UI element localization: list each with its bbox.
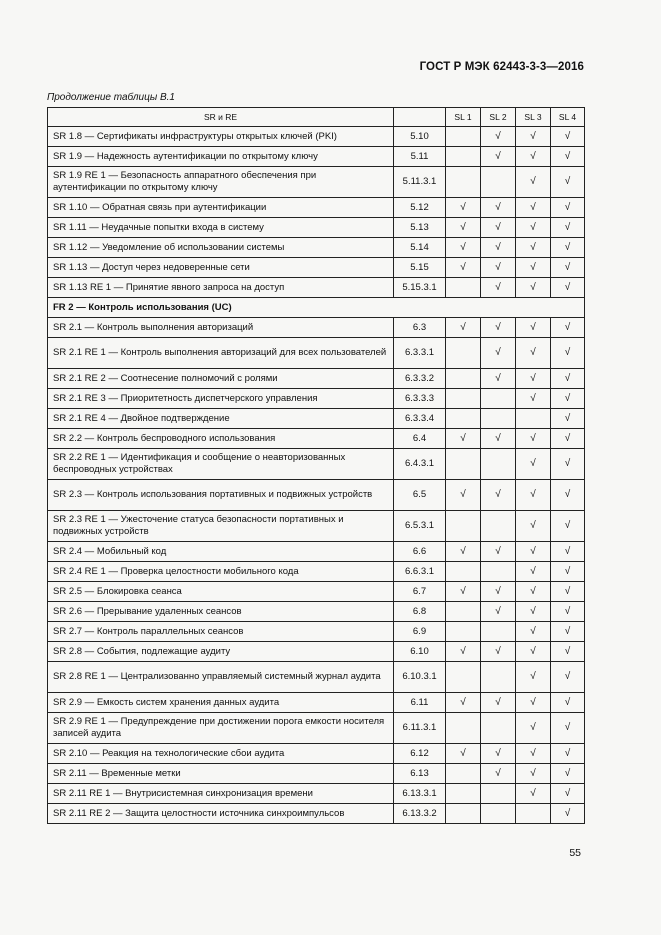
sl2-checkmark: √ bbox=[481, 744, 516, 764]
clause-number: 6.3.3.1 bbox=[394, 338, 446, 369]
requirement-name: SR 2.9 — Емкость систем хранения данных аудита bbox=[48, 693, 394, 713]
clause-number: 6.9 bbox=[394, 622, 446, 642]
sl3-checkmark: √ bbox=[516, 582, 551, 602]
clause-number: 6.6.3.1 bbox=[394, 562, 446, 582]
column-header-sl3: SL 3 bbox=[516, 108, 551, 127]
sl2-checkmark: √ bbox=[481, 582, 516, 602]
table-row bbox=[48, 389, 585, 409]
sl4-checkmark: √ bbox=[551, 238, 585, 258]
sl1-checkmark: √ bbox=[446, 642, 481, 662]
table-row bbox=[48, 238, 585, 258]
clause-number: 6.5.3.1 bbox=[394, 511, 446, 542]
sl1-checkmark bbox=[446, 764, 481, 784]
sl4-checkmark: √ bbox=[551, 338, 585, 369]
table-row bbox=[48, 784, 585, 804]
requirement-name: SR 2.10 — Реакция на технологические сбои аудита bbox=[48, 744, 394, 764]
table-row bbox=[48, 713, 585, 744]
sl3-checkmark: √ bbox=[516, 389, 551, 409]
sl3-checkmark: √ bbox=[516, 338, 551, 369]
table-row bbox=[48, 542, 585, 562]
sl1-checkmark bbox=[446, 784, 481, 804]
requirement-name: SR 1.11 — Неудачные попытки входа в систему bbox=[48, 218, 394, 238]
clause-number: 6.5 bbox=[394, 480, 446, 511]
requirement-name: SR 2.1 — Контроль выполнения авторизаций bbox=[48, 318, 394, 338]
sl4-checkmark: √ bbox=[551, 167, 585, 198]
sl1-checkmark bbox=[446, 278, 481, 298]
clause-number: 6.3.3.2 bbox=[394, 369, 446, 389]
sl2-checkmark bbox=[481, 662, 516, 693]
sl1-checkmark bbox=[446, 511, 481, 542]
sl3-checkmark: √ bbox=[516, 693, 551, 713]
sl4-checkmark: √ bbox=[551, 744, 585, 764]
sl3-checkmark: √ bbox=[516, 449, 551, 480]
sl1-checkmark bbox=[446, 713, 481, 744]
sl4-checkmark: √ bbox=[551, 693, 585, 713]
sl2-checkmark bbox=[481, 622, 516, 642]
requirement-name: SR 1.9 RE 1 — Безопасность аппаратного обеспечения при аутентификации по открытому ключу bbox=[48, 167, 394, 198]
table-row bbox=[48, 764, 585, 784]
sl2-checkmark bbox=[481, 409, 516, 429]
sl2-checkmark: √ bbox=[481, 218, 516, 238]
sl4-checkmark: √ bbox=[551, 480, 585, 511]
table-row bbox=[48, 167, 585, 198]
table-row bbox=[48, 338, 585, 369]
requirement-name: SR 2.4 — Мобильный код bbox=[48, 542, 394, 562]
sl3-checkmark: √ bbox=[516, 562, 551, 582]
clause-number: 5.13 bbox=[394, 218, 446, 238]
requirement-name: SR 2.11 RE 1 — Внутрисистемная синхронизация времени bbox=[48, 784, 394, 804]
sl3-checkmark: √ bbox=[516, 238, 551, 258]
sl2-checkmark bbox=[481, 713, 516, 744]
clause-number: 5.11 bbox=[394, 147, 446, 167]
sl4-checkmark: √ bbox=[551, 602, 585, 622]
group-heading: FR 2 — Контроль использования (UC) bbox=[48, 298, 585, 318]
sl4-checkmark: √ bbox=[551, 642, 585, 662]
sl4-checkmark: √ bbox=[551, 127, 585, 147]
requirement-name: SR 2.7 — Контроль параллельных сеансов bbox=[48, 622, 394, 642]
table-row bbox=[48, 449, 585, 480]
sl2-checkmark: √ bbox=[481, 198, 516, 218]
table-row bbox=[48, 369, 585, 389]
table-caption: Продолжение таблицы В.1 bbox=[47, 92, 175, 103]
table-row bbox=[48, 622, 585, 642]
sl1-checkmark bbox=[446, 562, 481, 582]
sl2-checkmark bbox=[481, 449, 516, 480]
clause-number: 6.8 bbox=[394, 602, 446, 622]
sl3-checkmark: √ bbox=[516, 511, 551, 542]
table-row bbox=[48, 127, 585, 147]
sl3-checkmark: √ bbox=[516, 602, 551, 622]
sl2-checkmark bbox=[481, 511, 516, 542]
sl4-checkmark: √ bbox=[551, 662, 585, 693]
sl2-checkmark: √ bbox=[481, 764, 516, 784]
sl3-checkmark: √ bbox=[516, 642, 551, 662]
sl4-checkmark: √ bbox=[551, 409, 585, 429]
sl1-checkmark bbox=[446, 167, 481, 198]
sl3-checkmark: √ bbox=[516, 198, 551, 218]
sl3-checkmark: √ bbox=[516, 369, 551, 389]
clause-number: 5.14 bbox=[394, 238, 446, 258]
sl3-checkmark: √ bbox=[516, 147, 551, 167]
clause-number: 5.10 bbox=[394, 127, 446, 147]
table-row bbox=[48, 511, 585, 542]
table-row bbox=[48, 582, 585, 602]
sl3-checkmark: √ bbox=[516, 318, 551, 338]
table-row bbox=[48, 147, 585, 167]
sl1-checkmark: √ bbox=[446, 480, 481, 511]
sl2-checkmark: √ bbox=[481, 693, 516, 713]
requirements-table bbox=[47, 107, 585, 824]
table-row bbox=[48, 218, 585, 238]
sl2-checkmark bbox=[481, 804, 516, 824]
sl3-checkmark: √ bbox=[516, 764, 551, 784]
sl2-checkmark bbox=[481, 167, 516, 198]
clause-number: 6.7 bbox=[394, 582, 446, 602]
sl3-checkmark: √ bbox=[516, 713, 551, 744]
sl2-checkmark: √ bbox=[481, 338, 516, 369]
sl2-checkmark: √ bbox=[481, 369, 516, 389]
sl4-checkmark: √ bbox=[551, 147, 585, 167]
table-row bbox=[48, 278, 585, 298]
requirement-name: SR 2.4 RE 1 — Проверка целостности мобильного кода bbox=[48, 562, 394, 582]
clause-number: 6.10.3.1 bbox=[394, 662, 446, 693]
clause-number: 6.12 bbox=[394, 744, 446, 764]
sl1-checkmark: √ bbox=[446, 258, 481, 278]
sl2-checkmark: √ bbox=[481, 429, 516, 449]
sl4-checkmark: √ bbox=[551, 389, 585, 409]
sl4-checkmark: √ bbox=[551, 582, 585, 602]
sl1-checkmark: √ bbox=[446, 318, 481, 338]
requirement-name: SR 2.1 RE 3 — Приоритетность диспетчерского управления bbox=[48, 389, 394, 409]
sl4-checkmark: √ bbox=[551, 258, 585, 278]
clause-number: 6.13 bbox=[394, 764, 446, 784]
sl4-checkmark: √ bbox=[551, 804, 585, 824]
sl3-checkmark: √ bbox=[516, 167, 551, 198]
sl1-checkmark: √ bbox=[446, 429, 481, 449]
sl3-checkmark: √ bbox=[516, 480, 551, 511]
sl2-checkmark: √ bbox=[481, 480, 516, 511]
sl4-checkmark: √ bbox=[551, 511, 585, 542]
sl3-checkmark: √ bbox=[516, 622, 551, 642]
sl2-checkmark: √ bbox=[481, 238, 516, 258]
sl1-checkmark: √ bbox=[446, 198, 481, 218]
requirement-name: SR 1.13 RE 1 — Принятие явного запроса на доступ bbox=[48, 278, 394, 298]
requirement-name: SR 2.8 RE 1 — Централизованно управляемый системный журнал аудита bbox=[48, 662, 394, 693]
clause-number: 5.11.3.1 bbox=[394, 167, 446, 198]
sl1-checkmark bbox=[446, 147, 481, 167]
clause-number: 6.13.3.1 bbox=[394, 784, 446, 804]
sl2-checkmark: √ bbox=[481, 258, 516, 278]
table-row bbox=[48, 198, 585, 218]
sl2-checkmark: √ bbox=[481, 602, 516, 622]
sl3-checkmark: √ bbox=[516, 542, 551, 562]
sl4-checkmark: √ bbox=[551, 318, 585, 338]
clause-number: 6.11.3.1 bbox=[394, 713, 446, 744]
sl2-checkmark: √ bbox=[481, 318, 516, 338]
sl3-checkmark: √ bbox=[516, 662, 551, 693]
table-row bbox=[48, 562, 585, 582]
page-number: 55 bbox=[569, 847, 581, 859]
requirement-name: SR 1.10 — Обратная связь при аутентификации bbox=[48, 198, 394, 218]
table-row bbox=[48, 693, 585, 713]
column-header-sl2: SL 2 bbox=[481, 108, 516, 127]
table-row bbox=[48, 258, 585, 278]
sl2-checkmark bbox=[481, 389, 516, 409]
sl1-checkmark: √ bbox=[446, 582, 481, 602]
sl4-checkmark: √ bbox=[551, 449, 585, 480]
sl1-checkmark bbox=[446, 409, 481, 429]
requirement-name: SR 2.11 RE 2 — Защита целостности источника синхроимпульсов bbox=[48, 804, 394, 824]
requirement-name: SR 2.1 RE 2 — Соотнесение полномочий с ролями bbox=[48, 369, 394, 389]
sl4-checkmark: √ bbox=[551, 562, 585, 582]
requirement-name: SR 2.1 RE 4 — Двойное подтверждение bbox=[48, 409, 394, 429]
sl1-checkmark bbox=[446, 622, 481, 642]
table-row bbox=[48, 662, 585, 693]
requirement-name: SR 1.13 — Доступ через недоверенные сети bbox=[48, 258, 394, 278]
clause-number: 6.3.3.3 bbox=[394, 389, 446, 409]
requirement-name: SR 2.11 — Временные метки bbox=[48, 764, 394, 784]
sl3-checkmark bbox=[516, 409, 551, 429]
sl4-checkmark: √ bbox=[551, 622, 585, 642]
sl1-checkmark: √ bbox=[446, 693, 481, 713]
sl1-checkmark: √ bbox=[446, 218, 481, 238]
clause-number: 6.11 bbox=[394, 693, 446, 713]
sl3-checkmark: √ bbox=[516, 744, 551, 764]
sl1-checkmark bbox=[446, 369, 481, 389]
table-body bbox=[48, 127, 585, 824]
sl3-checkmark: √ bbox=[516, 258, 551, 278]
sl1-checkmark bbox=[446, 449, 481, 480]
clause-number: 6.10 bbox=[394, 642, 446, 662]
sl2-checkmark: √ bbox=[481, 147, 516, 167]
table-row bbox=[48, 804, 585, 824]
sl1-checkmark bbox=[446, 127, 481, 147]
requirement-name: SR 2.1 RE 1 — Контроль выполнения авторизаций для всех пользователей bbox=[48, 338, 394, 369]
requirement-name: SR 1.9 — Надежность аутентификации по открытому ключу bbox=[48, 147, 394, 167]
sl1-checkmark: √ bbox=[446, 542, 481, 562]
sl3-checkmark: √ bbox=[516, 429, 551, 449]
requirement-name: SR 2.2 — Контроль беспроводного использования bbox=[48, 429, 394, 449]
sl2-checkmark: √ bbox=[481, 542, 516, 562]
sl2-checkmark: √ bbox=[481, 278, 516, 298]
sl4-checkmark: √ bbox=[551, 713, 585, 744]
table-row bbox=[48, 744, 585, 764]
sl4-checkmark: √ bbox=[551, 764, 585, 784]
group-heading-row bbox=[48, 298, 585, 318]
clause-number: 5.12 bbox=[394, 198, 446, 218]
clause-number: 5.15.3.1 bbox=[394, 278, 446, 298]
clause-number: 6.3.3.4 bbox=[394, 409, 446, 429]
sl3-checkmark: √ bbox=[516, 278, 551, 298]
sl4-checkmark: √ bbox=[551, 198, 585, 218]
column-header-sl4: SL 4 bbox=[551, 108, 585, 127]
column-header-sl1: SL 1 bbox=[446, 108, 481, 127]
table-row bbox=[48, 429, 585, 449]
sl1-checkmark: √ bbox=[446, 744, 481, 764]
sl3-checkmark: √ bbox=[516, 218, 551, 238]
sl4-checkmark: √ bbox=[551, 784, 585, 804]
sl1-checkmark bbox=[446, 389, 481, 409]
sl4-checkmark: √ bbox=[551, 218, 585, 238]
table-row bbox=[48, 480, 585, 511]
clause-number: 6.4 bbox=[394, 429, 446, 449]
table-row bbox=[48, 318, 585, 338]
requirement-name: SR 2.3 RE 1 — Ужесточение статуса безопасности портативных и подвижных устройств bbox=[48, 511, 394, 542]
clause-number: 6.4.3.1 bbox=[394, 449, 446, 480]
table-header-row bbox=[48, 108, 585, 127]
sl3-checkmark: √ bbox=[516, 127, 551, 147]
requirement-name: SR 2.2 RE 1 — Идентификация и сообщение о неавторизованных беспроводных устройствах bbox=[48, 449, 394, 480]
requirement-name: SR 2.5 — Блокировка сеанса bbox=[48, 582, 394, 602]
clause-number: 6.6 bbox=[394, 542, 446, 562]
document-header: ГОСТ Р МЭК 62443-3-3—2016 bbox=[419, 61, 584, 73]
sl4-checkmark: √ bbox=[551, 542, 585, 562]
table-row bbox=[48, 602, 585, 622]
sl1-checkmark: √ bbox=[446, 238, 481, 258]
requirement-name: SR 1.12 — Уведомление об использовании системы bbox=[48, 238, 394, 258]
clause-number: 5.15 bbox=[394, 258, 446, 278]
sl1-checkmark bbox=[446, 338, 481, 369]
requirement-name: SR 2.9 RE 1 — Предупреждение при достижении порога емкости носителя записей аудита bbox=[48, 713, 394, 744]
sl2-checkmark: √ bbox=[481, 642, 516, 662]
requirement-name: SR 2.8 — События, подлежащие аудиту bbox=[48, 642, 394, 662]
sl2-checkmark bbox=[481, 784, 516, 804]
column-header-sr-re: SR и RE bbox=[48, 108, 394, 127]
column-header-clause bbox=[394, 108, 446, 127]
sl4-checkmark: √ bbox=[551, 278, 585, 298]
sl4-checkmark: √ bbox=[551, 369, 585, 389]
sl3-checkmark bbox=[516, 804, 551, 824]
sl2-checkmark bbox=[481, 562, 516, 582]
sl2-checkmark: √ bbox=[481, 127, 516, 147]
requirement-name: SR 2.6 — Прерывание удаленных сеансов bbox=[48, 602, 394, 622]
requirement-name: SR 1.8 — Сертификаты инфраструктуры открытых ключей (PKI) bbox=[48, 127, 394, 147]
requirement-name: SR 2.3 — Контроль использования портативных и подвижных устройств bbox=[48, 480, 394, 511]
sl1-checkmark bbox=[446, 804, 481, 824]
sl3-checkmark: √ bbox=[516, 784, 551, 804]
table-row bbox=[48, 409, 585, 429]
sl4-checkmark: √ bbox=[551, 429, 585, 449]
clause-number: 6.13.3.2 bbox=[394, 804, 446, 824]
sl1-checkmark bbox=[446, 602, 481, 622]
table-row bbox=[48, 642, 585, 662]
sl1-checkmark bbox=[446, 662, 481, 693]
clause-number: 6.3 bbox=[394, 318, 446, 338]
